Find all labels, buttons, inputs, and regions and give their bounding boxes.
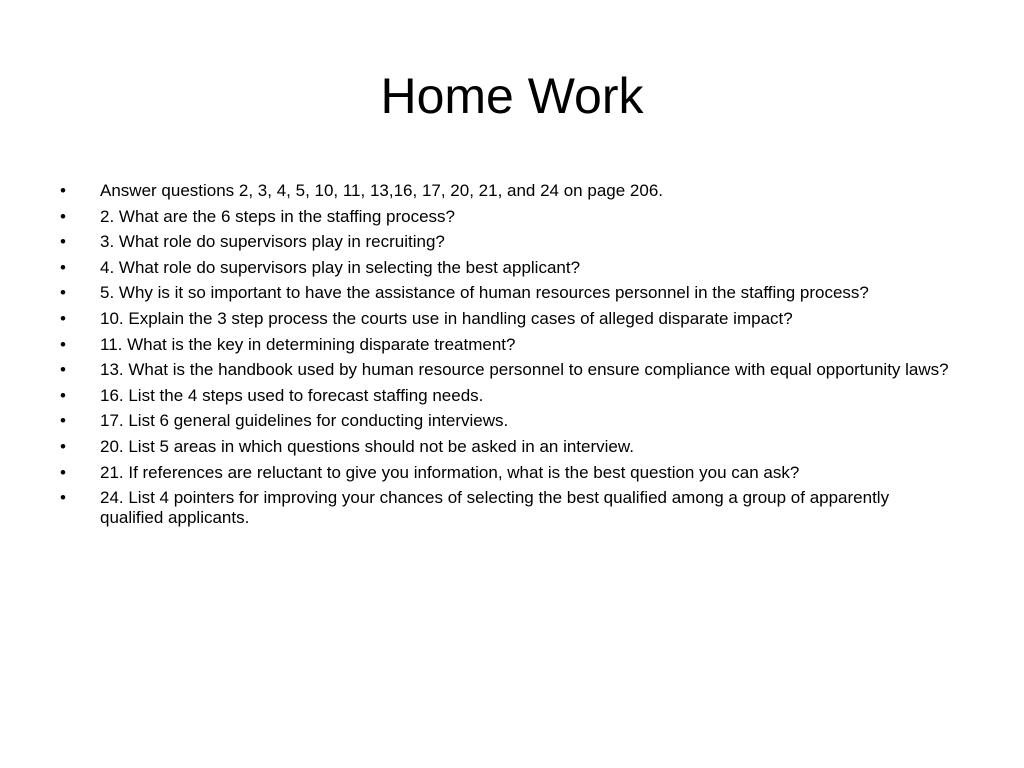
list-item: [60, 386, 950, 406]
bullet-icon: •: [60, 206, 66, 226]
list-item-text: 5. Why is it so important to have the assistance of human resources personnel in the staffing process?: [100, 283, 869, 303]
list-item: [60, 411, 950, 431]
list-item: [60, 488, 950, 528]
bullet-icon: •: [60, 488, 66, 508]
list-item: [60, 232, 950, 252]
bullet-icon: •: [60, 232, 66, 252]
list-item-text: 2. What are the 6 steps in the staffing process?: [100, 206, 455, 226]
bullet-icon: •: [60, 181, 66, 200]
list-item-text: Answer questions 2, 3, 4, 5, 10, 11, 13,16, 17, 20, 21, and 24 on page 206.: [100, 181, 663, 200]
list-item-text: 11. What is the key in determining disparate treatment?: [100, 334, 516, 354]
list-item-text: 24. List 4 pointers for improving your chances of selecting the best qualified among a group of apparently qualified applicants.: [100, 488, 890, 528]
list-item: [60, 207, 950, 227]
bullet-icon: •: [60, 462, 66, 482]
bullet-list: [60, 181, 950, 534]
list-item: [60, 437, 950, 457]
list-item: [60, 258, 950, 278]
list-item-text: 3. What role do supervisors play in recruiting?: [100, 232, 445, 252]
list-item-text: 13. What is the handbook used by human resource personnel to ensure compliance with equal opportunity laws?: [100, 360, 949, 380]
list-item-text: 21. If references are reluctant to give you information, what is the best question you can ask?: [100, 462, 800, 482]
bullet-icon: •: [60, 334, 66, 354]
list-item-text: 10. Explain the 3 step process the courts use in handling cases of alleged disparate impact?: [100, 308, 793, 328]
list-item-text: 4. What role do supervisors play in selecting the best applicant?: [100, 257, 581, 277]
bullet-icon: •: [60, 385, 66, 405]
bullet-icon: •: [60, 257, 66, 277]
list-item: [60, 181, 950, 201]
bullet-icon: •: [60, 308, 66, 328]
bullet-icon: •: [60, 436, 66, 456]
bullet-icon: •: [60, 283, 66, 303]
list-item: [60, 309, 950, 329]
list-item-text: 20. List 5 areas in which questions should not be asked in an interview.: [100, 436, 634, 456]
list-item: [60, 463, 950, 483]
list-item: [60, 283, 950, 303]
list-item-text: 17. List 6 general guidelines for conducting interviews.: [100, 411, 509, 431]
list-item-text: 16. List the 4 steps used to forecast staffing needs.: [100, 385, 484, 405]
bullet-icon: •: [60, 360, 66, 380]
slide-title: Home Work: [380, 68, 644, 124]
bullet-icon: •: [60, 411, 66, 431]
list-item: [60, 360, 950, 380]
list-item: [60, 335, 950, 355]
